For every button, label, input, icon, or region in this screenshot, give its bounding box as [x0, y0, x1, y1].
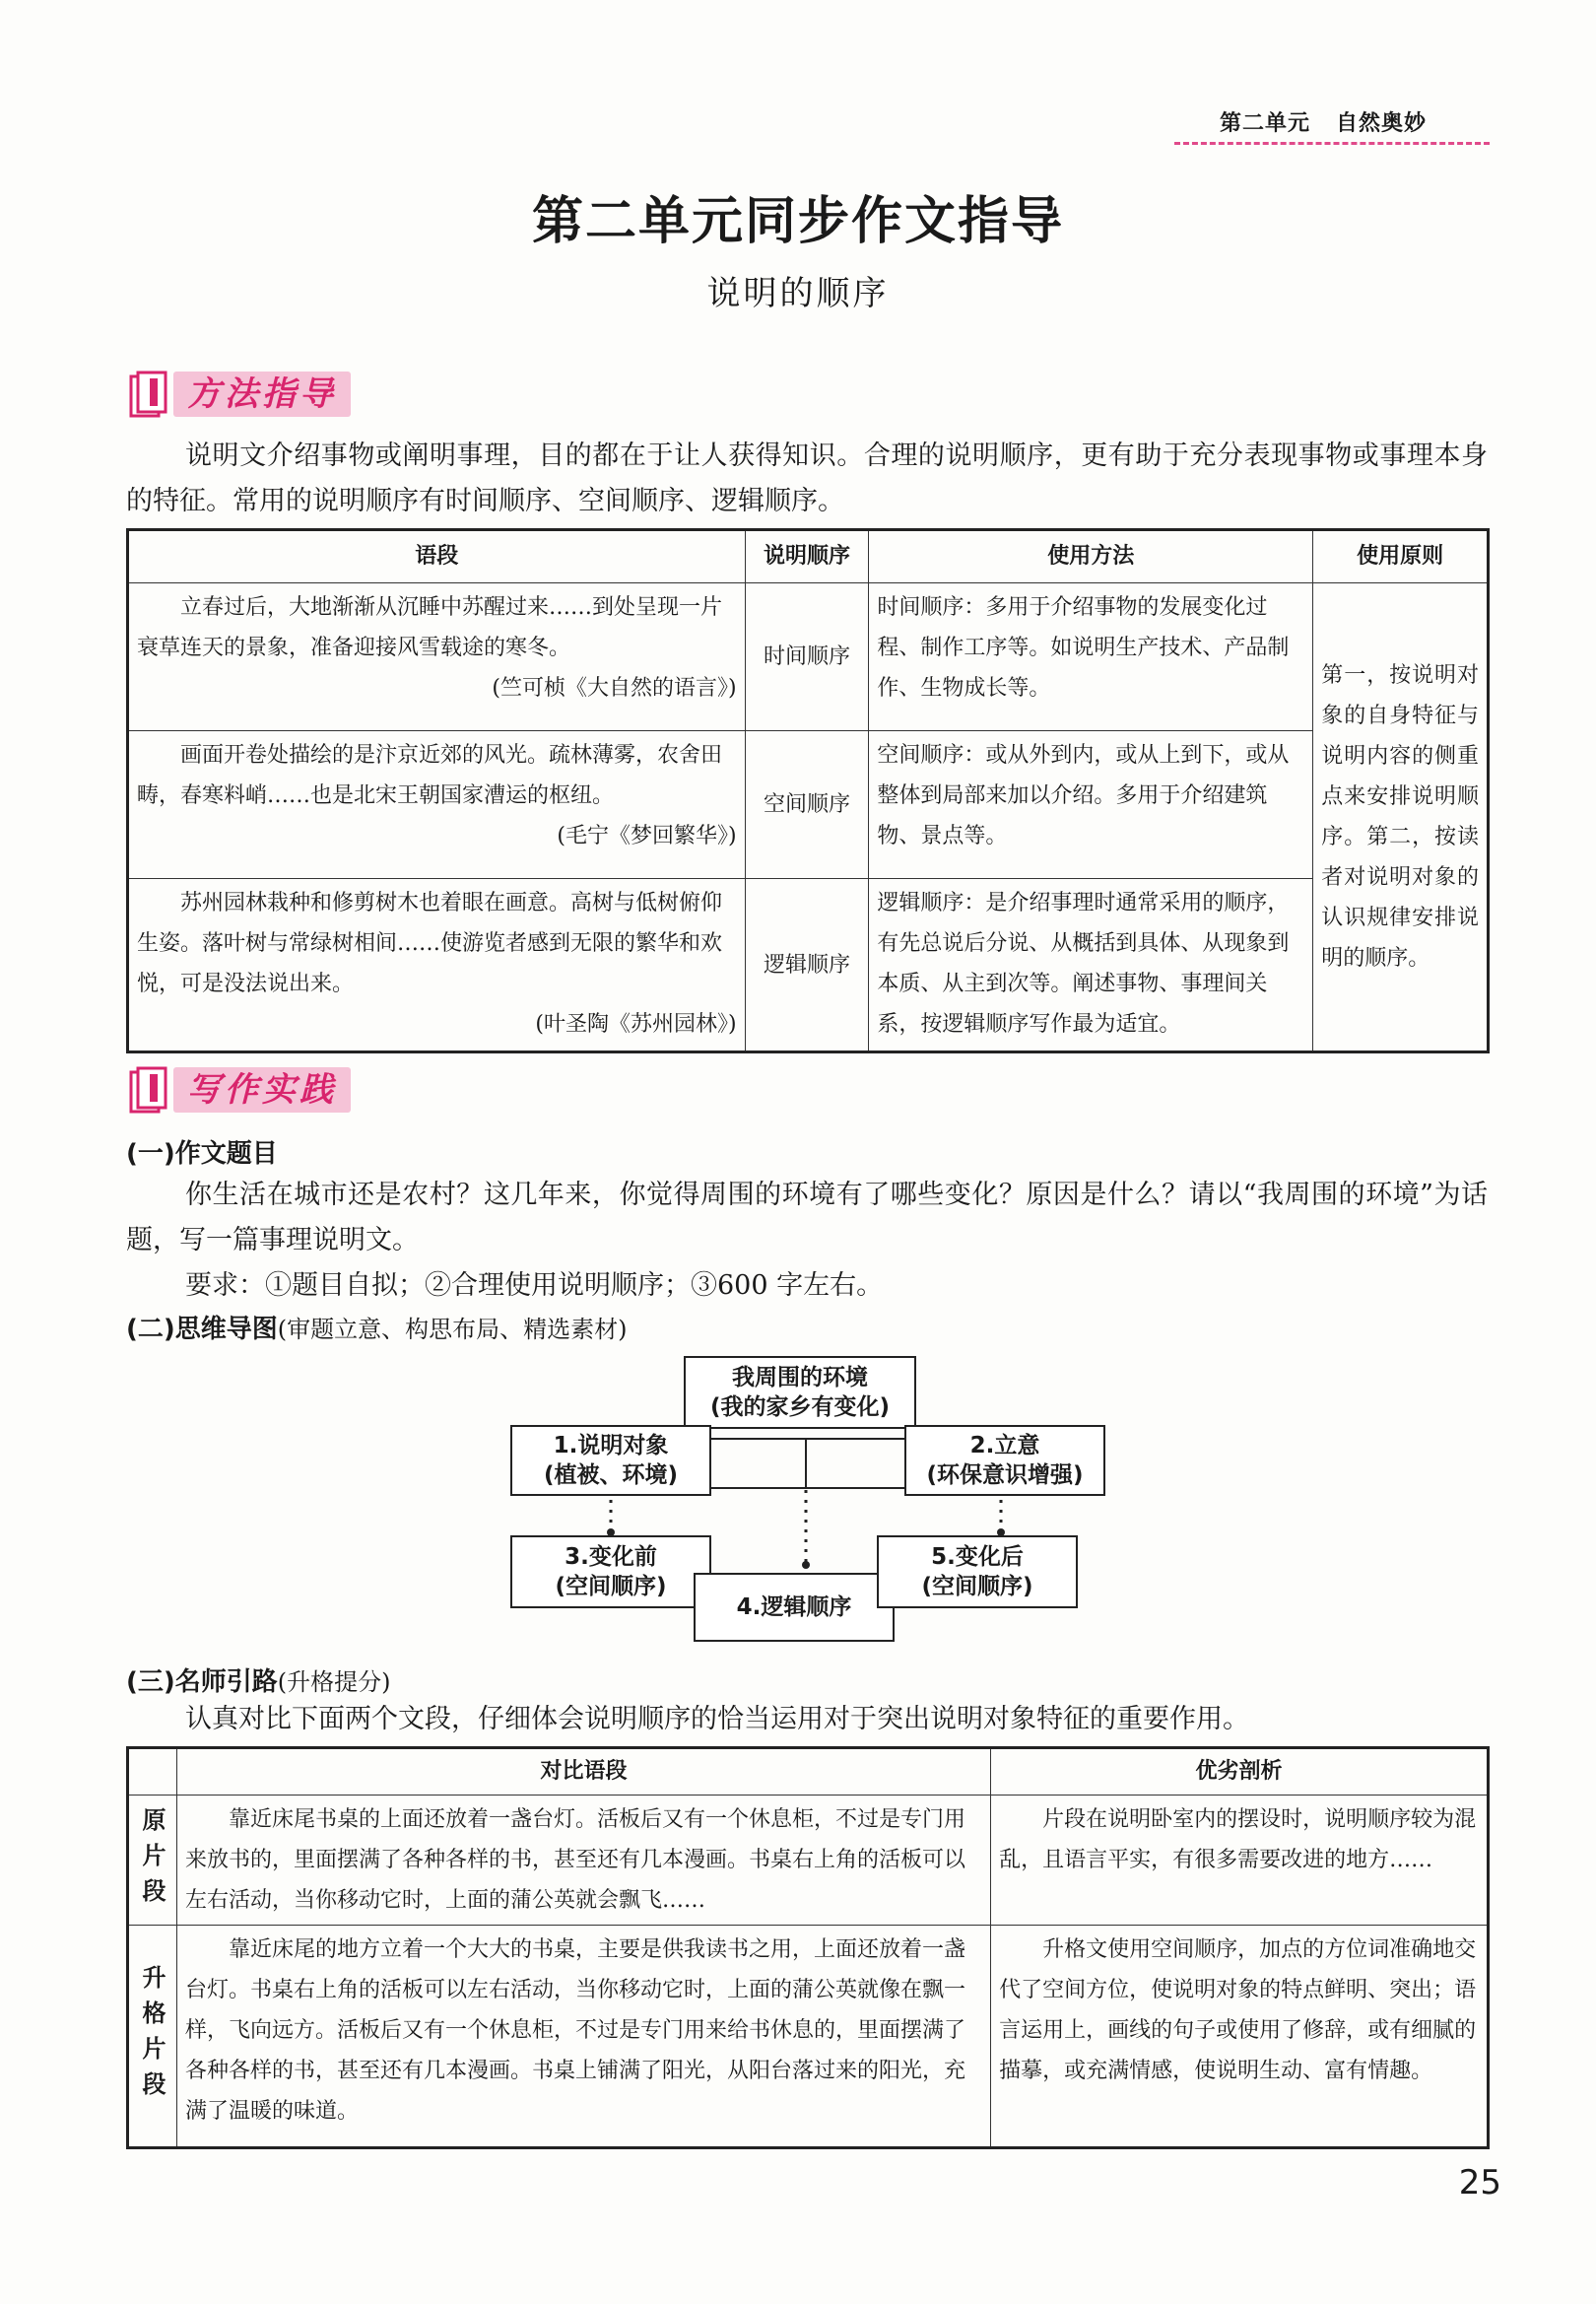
mindmap-node-logic	[694, 1573, 895, 1642]
part3-intro: 认真对比下面两个文段，仔细体会说明顺序的恰当运用对于突出说明对象特征的重要作用。	[185, 1704, 1249, 1734]
essay-prompt-text: 你生活在城市还是农村？这几年来，你觉得周围的环境有了哪些变化？原因是什么？请以“我周围的环境”为话题，写一篇事理说明文。	[126, 1180, 1488, 1255]
part3-title: (三)名师引路	[126, 1667, 278, 1697]
method-cell: 时间顺序：多用于介绍事物的发展变化过程、制作工序等。如说明生产技术、产品制作、生物成长等。	[869, 583, 1313, 731]
upgraded-text: 靠近床尾的地方立着一个大大的书桌，主要是供我读书之用，上面还放着一盏台灯。书桌右上角的活板可以左右活动，当你移动它时，上面的蒲公英就像在飘一样，飞向远方。活板后又有一个休息柜，不过是专门用来给书休息的，里面摆满了各种各样的书，甚至还有几本漫画。书桌上铺满了阳光，从阳台落过来的阳光，充满了温暖的味道。	[176, 1926, 990, 2148]
table-row	[128, 1796, 1489, 1926]
node-detail: (植被、环境)	[543, 1462, 679, 1488]
node-title: 3.变化前	[565, 1544, 657, 1570]
mindmap-node-before	[510, 1535, 711, 1608]
node-title: 4.逻辑顺序	[736, 1594, 852, 1620]
part1-heading: (一)作文题目	[126, 1139, 278, 1169]
method-cell: 空间顺序：或从外到内，或从上到下，或从整体到局部来加以介绍。多用于介绍建筑物、景点等。	[869, 731, 1313, 879]
part3-heading	[126, 1661, 391, 1698]
node-title: 2.立意	[969, 1433, 1040, 1458]
method-cell: 逻辑顺序：是介绍事理时通常采用的顺序，有先总说后分说、从概括到具体、从现象到本质、从主到次等。阐述事物、事理间关系，按逻辑顺序写作最为适宜。	[869, 879, 1313, 1052]
order-cell: 逻辑顺序	[745, 879, 869, 1052]
col-header-method: 使用方法	[869, 530, 1313, 583]
mindmap-node-after	[877, 1535, 1078, 1608]
node-detail: (空间顺序)	[921, 1574, 1033, 1599]
method-intro-text: 说明文介绍事物或阐明事理，目的都在于让人获得知识。合理的说明顺序，更有助于充分表现事物或事理本身的特征。常用的说明顺序有时间顺序、空间顺序、逻辑顺序。	[126, 440, 1488, 516]
mindmap-node-object	[510, 1425, 711, 1496]
header-unit: 第二单元	[1220, 111, 1311, 136]
page-title: 第二单元同步作文指导	[531, 191, 1064, 251]
page-number: 25	[1458, 2163, 1501, 2202]
part2-note: (审题立意、构思布局、精选素材)	[277, 1316, 628, 1343]
page-subtitle: 说明的顺序	[706, 274, 890, 313]
comparison-table	[126, 1746, 1490, 2149]
col-header-compare: 对比语段	[176, 1748, 990, 1796]
node-title: 5.变化后	[931, 1544, 1024, 1570]
col-header-order: 说明顺序	[745, 530, 869, 583]
node-detail: (环保意识增强)	[926, 1462, 1084, 1488]
upgraded-label: 升格片段	[138, 1965, 166, 2107]
node-detail: (空间顺序)	[555, 1574, 667, 1599]
passage-cite: (毛宁《梦回繁华》)	[557, 824, 737, 848]
original-label: 原片段	[138, 1806, 166, 1914]
table-row	[128, 1926, 1489, 2148]
order-cell: 时间顺序	[745, 583, 869, 731]
passage-text: 苏州园林栽种和修剪树木也着眼在画意。高树与低树俯仰生姿。落叶树与常绿树相间……使游览者感到无限的繁华和欢悦，可是没法说出来。	[137, 891, 723, 996]
section-practice-label: 写作实践	[173, 1067, 351, 1113]
principle-cell: 第一，按说明对象的自身特征与说明内容的侧重点来安排说明顺序。第二，按读者对说明对象的认识规律安排说明的顺序。	[1313, 583, 1489, 1052]
mindmap-node-theme	[904, 1425, 1105, 1496]
part2-title: (二)思维导图	[126, 1315, 278, 1344]
passage-text: 立春过后，大地渐渐从沉睡中苏醒过来……到处呈现一片衰草连天的景象，准备迎接风雪载途的寒冬。	[137, 595, 723, 660]
upgraded-analysis: 升格文使用空间顺序，加点的方位词准确地交代了空间方位，使说明对象的特点鲜明、突出；语言运用上，画线的句子或使用了修辞，或有细腻的描摹，或充满情感，使说明生动、富有情趣。	[991, 1926, 1489, 2148]
part3-note: (升格提分)	[277, 1668, 391, 1696]
section-method-label: 方法指导	[173, 372, 351, 417]
mindmap-center-node	[684, 1356, 916, 1429]
col-header-passage: 语段	[128, 530, 746, 583]
center-subtitle: (我的家乡有变化)	[709, 1394, 891, 1420]
node-title: 1.说明对象	[553, 1433, 669, 1458]
center-title: 我周围的环境	[732, 1365, 868, 1390]
passage-text: 画面开卷处描绘的是汴京近郊的风光。疏林薄雾，农舍田畴，春寒料峭……也是北宋王朝国家漕运的枢纽。	[137, 743, 723, 808]
order-cell: 空间顺序	[745, 731, 869, 879]
col-header-analysis: 优劣剖析	[991, 1748, 1489, 1796]
passage-cite: (叶圣陶《苏州园林》)	[535, 1012, 737, 1037]
header-topic: 自然奥妙	[1336, 111, 1428, 136]
original-text: 靠近床尾书桌的上面还放着一盏台灯。活板后又有一个休息柜，不过是专门用来放书的，里面摆满了各种各样的书，甚至还有几本漫画。书桌右上角的活板可以左右活动，当你移动它时，上面的蒲公英就会飘飞……	[176, 1796, 990, 1926]
col-header-principle: 使用原则	[1313, 530, 1489, 583]
essay-requirements: 要求：①题目自拟；②合理使用说明顺序；③600 字左右。	[185, 1270, 884, 1301]
passage-cite: (竺可桢《大自然的语言》)	[492, 676, 737, 701]
original-analysis: 片段在说明卧室内的摆设时，说明顺序较为混乱，且语言平实，有很多需要改进的地方……	[991, 1796, 1489, 1926]
